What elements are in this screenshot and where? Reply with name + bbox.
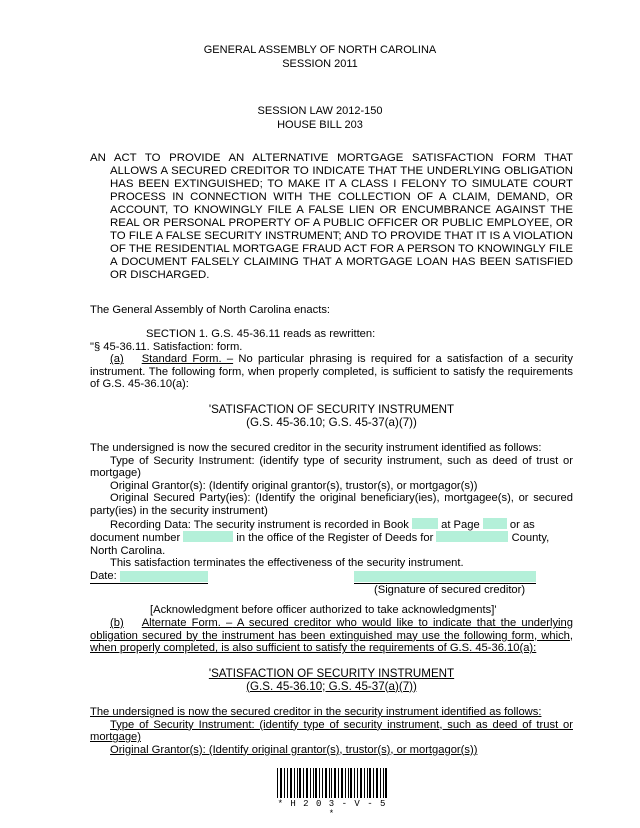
session-law-number: SESSION LAW 2012-150	[257, 105, 383, 117]
county-label: County,	[511, 532, 550, 545]
section-1-heading: SECTION 1. G.S. 45-36.11 reads as rewritten:	[146, 328, 376, 340]
county-field[interactable]	[436, 531, 508, 542]
subsection-a-title: Standard Form. –	[141, 353, 234, 366]
signature-caption: (Signature of secured creditor)	[374, 583, 526, 596]
signature-caption-row	[90, 583, 573, 596]
form-1-secured-party: Original Secured Party(ies): (Identify the original beneficiary(ies), mortgagee(s), or secured party(ies) in the security instrument)	[90, 492, 573, 517]
recording-or-as-label: or as	[509, 518, 535, 531]
form-1-recording-line-2	[90, 531, 573, 545]
signature-field[interactable]	[354, 571, 536, 582]
subsection-b	[90, 617, 573, 655]
form-2-type: Type of Security Instrument: (identify type of security instrument, such as deed of trust or mortgage)	[90, 718, 573, 744]
assembly-heading: GENERAL ASSEMBLY OF NORTH CAROLINA	[203, 44, 437, 56]
recording-page-label: at Page	[441, 518, 480, 531]
date-field[interactable]	[120, 571, 208, 582]
subsection-a	[90, 353, 573, 391]
form-1-heading	[90, 404, 573, 429]
page-field[interactable]	[483, 518, 507, 529]
date-signature-row	[90, 570, 573, 583]
form-1-citation: (G.S. 45-36.10; G.S. 45-37(a)(7))	[246, 415, 417, 429]
subsection-b-title: Alternate Form. –	[141, 617, 233, 629]
subsection-b-label: (b)	[110, 617, 124, 629]
form-2-citation: (G.S. 45-36.10; G.S. 45-37(a)(7))	[246, 679, 417, 693]
form-1-terminates: This satisfaction terminates the effectiveness of the security instrument.	[110, 557, 464, 570]
form-1-body	[90, 442, 573, 596]
enacting-clause: The General Assembly of North Carolina enacts:	[90, 304, 331, 316]
state-label: North Carolina.	[90, 544, 166, 557]
session-heading: SESSION 2011	[282, 58, 358, 70]
recording-book-label: Recording Data: The security instrument is recorded in Book	[110, 518, 409, 531]
form-1-type: Type of Security Instrument: (identify type of security instrument, such as deed of trust or mortgage)	[90, 454, 573, 480]
document-number-field[interactable]	[183, 531, 233, 542]
law-heading	[0, 104, 640, 132]
section-1	[90, 328, 573, 391]
form-1-grantor: Original Grantor(s): (Identify original grantor(s), trustor(s), or mortgagor(s))	[110, 479, 478, 492]
form-1-recording-line-1	[90, 518, 573, 532]
barcode-label: * H 2 0 3 - V - 5 *	[277, 799, 387, 819]
document-number-label: document number	[90, 532, 181, 545]
form-1-title: 'SATISFACTION OF SECURITY INSTRUMENT	[208, 403, 455, 416]
form-2-intro: The undersigned is now the secured creditor in the security instrument identified as follows:	[90, 706, 542, 718]
register-of-deeds-label: in the office of the Register of Deeds for	[236, 532, 434, 545]
form-2-body	[90, 706, 573, 756]
statute-heading: "§ 45-36.11. Satisfaction: form.	[90, 340, 243, 353]
form-1-intro: The undersigned is now the secured creditor in the security instrument identified as follows:	[90, 442, 542, 454]
form-2-grantor: Original Grantor(s): (Identify original grantor(s), trustor(s), or mortgagor(s))	[110, 743, 478, 756]
house-bill-number: HOUSE BILL 203	[277, 119, 363, 131]
date-label: Date:	[90, 569, 117, 582]
book-field[interactable]	[412, 518, 438, 529]
date-line	[90, 583, 208, 584]
act-title: AN ACT TO PROVIDE AN ALTERNATIVE MORTGAGE SATISFACTION FORM THAT ALLOWS A SECURED CREDITOR TO INDICATE THAT THE UNDERLYING OBLIGATION HAS BEEN EXTINGUISHED; TO MAKE IT A CLASS I FELONY TO SIMULATE COURT PROCESS IN CONNECTION WITH THE COLLECTION OF A CLAIM, DEMAND, OR ACCOUNT, TO KNOWINGLY FILE A FALSE LIEN OR ENCUMBRANCE AGAINST THE REAL OR PERSONAL PROPERTY OF A PUBLIC OFFICER OR PUBLIC EMPLOYEE, OR TO FILE A FALSE SECURITY INSTRUMENT; AND TO PROVIDE THAT IT IS A VIOLATION OF THE RESIDENTIAL MORTGAGE FRAUD ACT FOR A PERSON TO KNOWINGLY FILE A DOCUMENT FALSELY CLAIMING THAT A MORTGAGE LOAN HAS BEEN SATISFIED OR DISCHARGED.	[90, 152, 573, 281]
acknowledgment-line: [Acknowledgment before officer authorized to take acknowledgments]'	[150, 604, 497, 616]
subsection-b-text: A secured creditor who would like to indicate that the underlying obligation secured by the instrument has been extinguished may use the following form, which, when properly completed, is also sufficient to satisfy the requirements of G.S. 45-36.10(a):	[90, 617, 573, 655]
subsection-a-label: (a)	[110, 353, 124, 366]
form-2-heading	[90, 668, 573, 693]
subsection-a-text: No particular phrasing is required for a satisfaction of a security instrument. The following form, when properly completed, is sufficient to satisfy the requirements of G.S. 45-36.10(a):	[90, 353, 573, 391]
form-2-title: 'SATISFACTION OF SECURITY INSTRUMENT	[208, 667, 455, 680]
document-header	[0, 43, 640, 71]
